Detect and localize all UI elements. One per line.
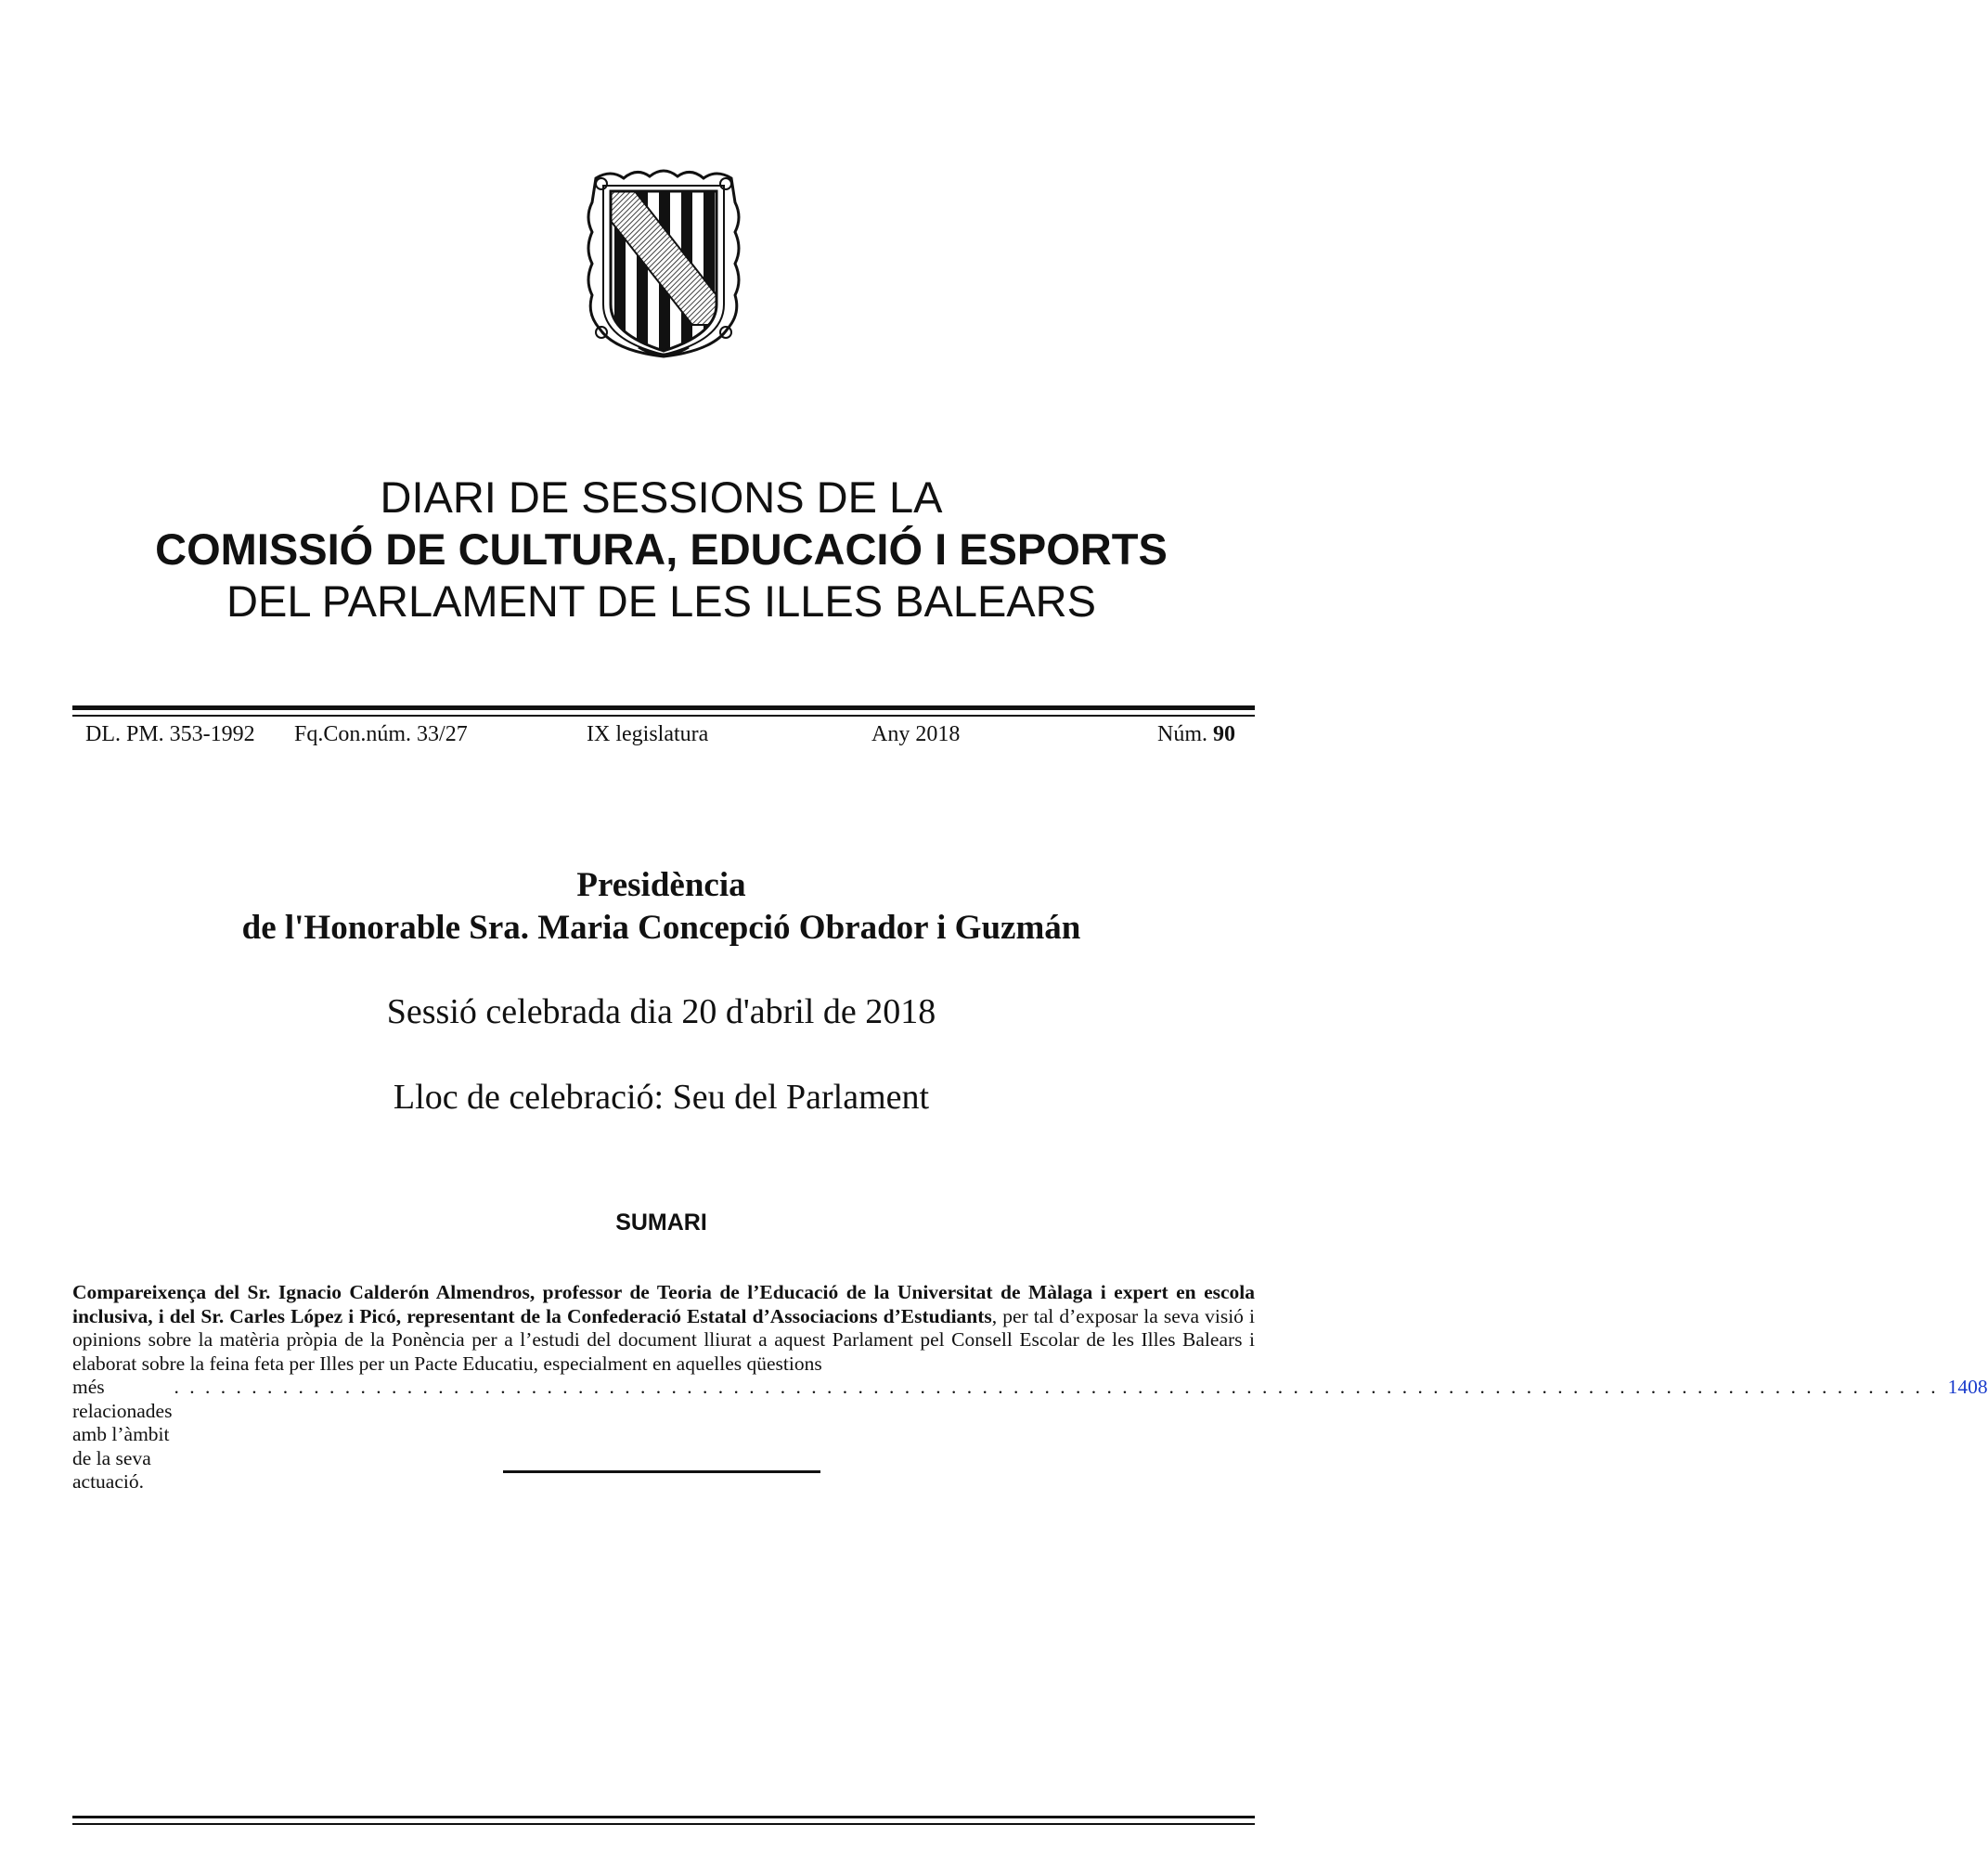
- meta-number-label: Núm.: [1157, 722, 1207, 746]
- summary-end-rule: [503, 1470, 820, 1473]
- meta-year: Any 2018: [871, 722, 961, 746]
- meta-dl: DL. PM. 353-1992: [85, 722, 255, 746]
- summary-entry-text: , per tal d’exposar la seva visió i opinions sobre la matèria pròpia de la Ponència per a l’estudi del document lliurat a aquest Parlament pel Consell Escolar de les Illes Balears i elaborat sobre la feina feta per Illes per un Pacte Educatiu, especialment en aquelles qüestions: [72, 1304, 1255, 1375]
- footer-rule-thick: [72, 1816, 1255, 1818]
- summary-page-link[interactable]: 1408: [1947, 1376, 1988, 1398]
- title-line-1: DIARI DE SESSIONS DE LA: [380, 472, 943, 522]
- summary-entry-last: més relacionades amb l’àmbit de la seva actuació.: [72, 1376, 173, 1493]
- summary-entry-bold: Compareixença del Sr. Ignacio Calderón Almendros, professor de Teoria de l’Educació de la Universitat de Màlaga i expert en escola inclusiva, i del Sr. Carles López i Picó, representant de la Confederació Estatal d’Associacions d’Estudiants: [72, 1281, 1255, 1327]
- title-line-3: DEL PARLAMENT DE LES ILLES BALEARS: [226, 576, 1096, 626]
- dot-leader: . . . . . . . . . . . . . . . . . . . . . . . . . . . . . . . . . . . . . . . . . . . . . . . . . . . . . . . . . . . . . . . . . . . . . . . . . . . . . . . . . . . . . . . . . . . . . . . . . . . . . . . . . . . . . . . . . .: [174, 1376, 1939, 1398]
- summary-entry-lastline: [72, 1376, 1988, 1494]
- meta-fq: Fq.Con.núm. 33/27: [294, 722, 468, 746]
- summary-heading: SUMARI: [615, 1210, 707, 1236]
- title-line-2: COMISSIÓ DE CULTURA, EDUCACIÓ I ESPORTS: [155, 524, 1168, 574]
- coat-of-arms-icon: [583, 165, 744, 360]
- session-place: Lloc de celebració: Seu del Parlament: [393, 1078, 930, 1117]
- presidency-heading: Presidència: [576, 866, 746, 904]
- meta-number-value: 90: [1213, 722, 1235, 746]
- header-rule-thin: [72, 715, 1255, 717]
- presidency-name: de l'Honorable Sra. Maria Concepció Obrador i Guzmán: [241, 909, 1081, 947]
- summary-entry: [72, 1281, 1988, 1494]
- session-date: Sessió celebrada dia 20 d'abril de 2018: [386, 992, 936, 1031]
- header-rule-thick: [72, 705, 1255, 710]
- meta-legislatura: IX legislatura: [587, 722, 709, 746]
- meta-number: [1157, 722, 1235, 747]
- footer-rule-thin: [72, 1823, 1255, 1825]
